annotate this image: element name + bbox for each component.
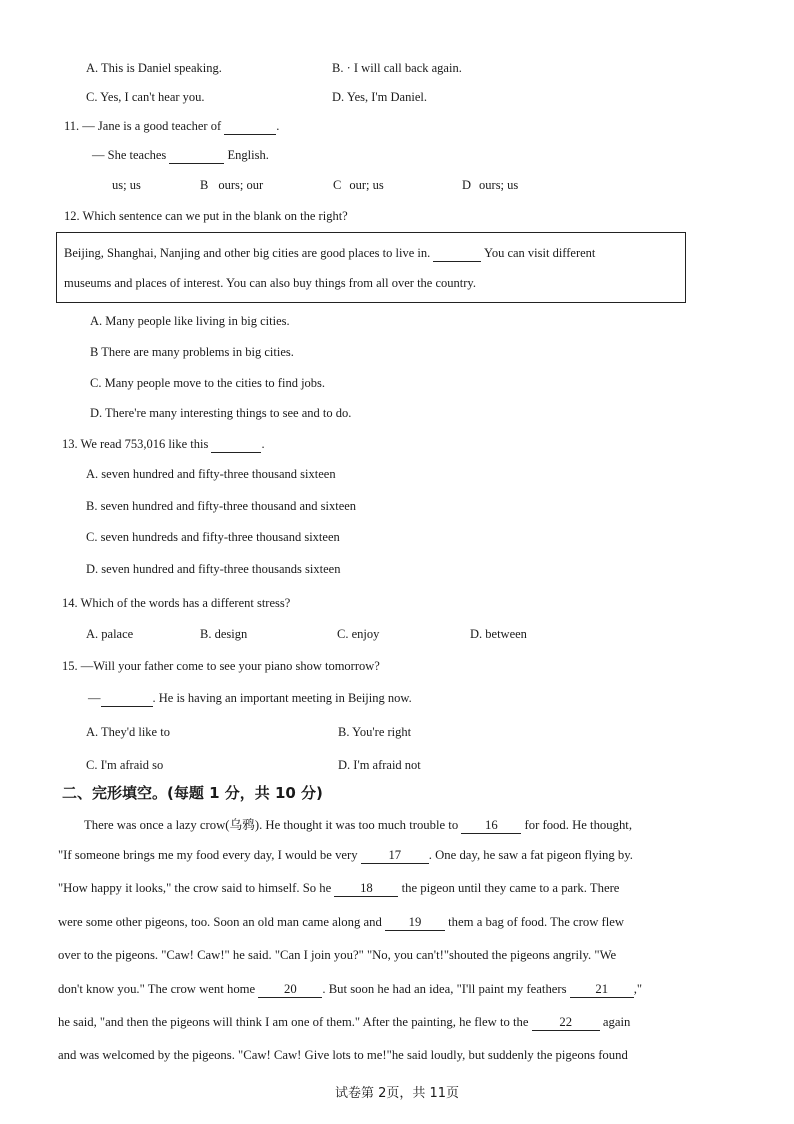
passage-text: for food. He thought,	[524, 818, 632, 832]
cloze-blank-22: 22	[532, 1015, 600, 1031]
q11-stem-text: 11. — Jane is a good teacher of	[64, 119, 222, 133]
q14-option-a: A. palace	[86, 627, 134, 641]
q11-c-text: our; us	[349, 178, 384, 192]
q11-option-d	[462, 178, 518, 193]
q15-option-d: D. I'm afraid not	[338, 758, 421, 772]
q12-box-line1-post: You can visit different	[484, 246, 596, 260]
q12-box-line1	[64, 246, 595, 262]
q14-stem: 14. Which of the words has a different stress?	[62, 596, 291, 610]
q13-option-c: C. seven hundreds and fifty-three thousand sixteen	[86, 530, 340, 544]
q14-option-d: D. between	[470, 627, 527, 641]
q14-option-c: C. enjoy	[337, 627, 380, 641]
q11-stem-line1	[64, 119, 279, 135]
passage-text: he said, "and then the pigeons will think I am one of them." After the painting, he flew to the	[58, 1015, 529, 1029]
passage-text: . One day, he saw a fat pigeon flying by.	[428, 848, 633, 862]
q10-option-a: A. This is Daniel speaking.	[86, 61, 222, 75]
passage-text: don't know you." The crow went home	[58, 982, 256, 996]
q12-option-a: A. Many people like living in big cities.	[90, 314, 290, 328]
q13-option-b: B. seven hundred and fifty-three thousand and sixteen	[86, 499, 357, 513]
cloze-blank-18: 18	[334, 881, 398, 897]
q11-d-mark: D	[462, 178, 472, 192]
q11-b-mark: B	[200, 178, 209, 192]
q13-stem-text: 13. We read 753,016 like this	[62, 437, 209, 451]
q12-box-line1-pre: Beijing, Shanghai, Nanjing and other big cities are good places to live in.	[64, 246, 431, 260]
passage-line-8: and was welcomed by the pigeons. "Caw! Caw! Give lots to me!"he said loudly, but suddenly the pigeons found	[58, 1048, 628, 1062]
q11-stem2-post: English.	[227, 148, 269, 162]
passage-text: "How happy it looks," the crow said to himself. So he	[58, 881, 332, 895]
q11-c-mark: C	[333, 178, 342, 192]
q12-stem: 12. Which sentence can we put in the blank on the right?	[64, 209, 348, 223]
q15-blank	[101, 691, 153, 707]
q11-blank-2	[169, 148, 224, 164]
passage-line-4	[58, 915, 710, 931]
q12-passage-box	[56, 232, 686, 303]
q12-option-c: C. Many people move to the cities to find jobs.	[90, 376, 326, 390]
q13-blank	[211, 437, 261, 453]
cloze-blank-17: 17	[361, 848, 429, 864]
q14-option-b: B. design	[200, 627, 248, 641]
q12-box-line2: museums and places of interest. You can also buy things from all over the country.	[64, 276, 476, 290]
q15-option-b: B. You're right	[338, 725, 412, 739]
q11-stem-end: .	[276, 119, 280, 133]
q12-option-d: D. There're many interesting things to see and to do.	[90, 406, 352, 420]
q11-option-b	[200, 178, 263, 193]
q12-box-blank	[433, 246, 481, 262]
q11-option-c	[333, 178, 384, 193]
passage-text: were some other pigeons, too. Soon an old man came along and	[58, 915, 382, 929]
page-footer: 试卷第 2页，共 11页	[334, 1086, 460, 1101]
cloze-blank-21: 21	[570, 982, 634, 998]
section-heading-cloze: 二、完形填空。(每题 1 分，共 10 分)	[62, 784, 323, 802]
q10-option-c: C. Yes, I can't hear you.	[86, 90, 205, 104]
q13-stem	[62, 437, 265, 453]
q13-option-a: A. seven hundred and fifty-three thousand sixteen	[86, 467, 336, 481]
q10-option-d: D. Yes, I'm Daniel.	[332, 90, 427, 104]
q15-stem-line2	[88, 691, 412, 707]
passage-line-2	[58, 848, 710, 864]
q15-stem-text: . He is having an important meeting in Beijing now.	[152, 691, 412, 705]
cloze-blank-16: 16	[461, 818, 521, 834]
q11-stem2-pre: — She teaches	[92, 148, 167, 162]
passage-text: the pigeon until they came to a park. There	[401, 881, 620, 895]
q15-stem-line1: 15. —Will your father come to see your piano show tomorrow?	[62, 659, 380, 673]
q13-option-d: D. seven hundred and fifty-three thousands sixteen	[86, 562, 341, 576]
q11-blank-1	[224, 119, 276, 135]
passage-line-6	[58, 982, 710, 998]
q12-option-b: B There are many problems in big cities.	[90, 345, 294, 359]
passage-text: ,"	[633, 982, 643, 996]
cloze-blank-20: 20	[258, 982, 322, 998]
passage-line-1	[84, 814, 736, 834]
passage-text: . But soon he had an idea, "I'll paint my feathers	[322, 982, 567, 996]
q15-option-a: A. They'd like to	[86, 725, 170, 739]
q15-dash: —	[88, 691, 101, 705]
passage-line-7	[58, 1015, 710, 1031]
passage-text: them a bag of food. The crow flew	[448, 915, 625, 929]
passage-line-5: over to the pigeons. "Caw! Caw!" he said. "Can I join you?" "No, you can't!"shouted the pigeons angrily. "We	[58, 948, 617, 962]
passage-text: "If someone brings me my food every day, I would be very	[58, 848, 358, 862]
q11-option-a: us; us	[112, 178, 141, 192]
q11-b-text: ours; our	[218, 178, 264, 192]
q11-stem-line2	[92, 148, 269, 164]
passage-text: There was once a lazy crow(乌鸦). He thought it was too much trouble to	[84, 818, 459, 832]
q15-option-c: C. I'm afraid so	[86, 758, 164, 772]
q10-option-b: B. · I will call back again.	[332, 61, 462, 75]
passage-text: again	[602, 1015, 631, 1029]
q11-d-text: ours; us	[479, 178, 519, 192]
q13-stem-end: .	[261, 437, 265, 451]
passage-line-3	[58, 881, 710, 897]
cloze-blank-19: 19	[385, 915, 445, 931]
